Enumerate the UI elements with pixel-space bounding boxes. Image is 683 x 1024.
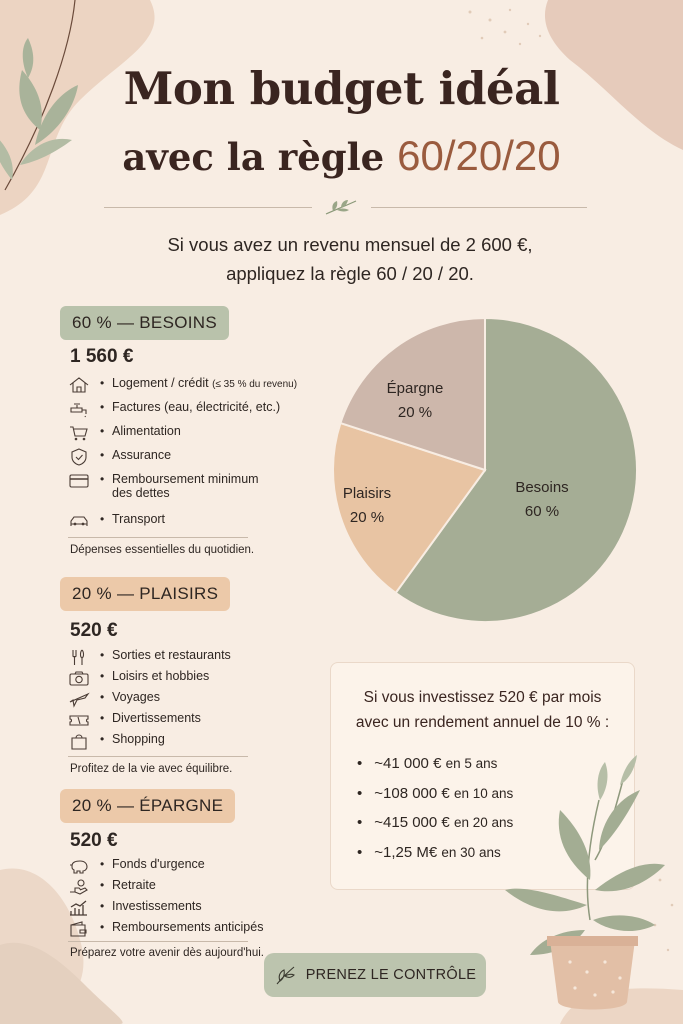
intro-line-2: appliquez la règle 60 / 20 / 20. [226, 263, 474, 284]
camera-icon [68, 669, 90, 687]
list-item-label: Fonds d'urgence [112, 857, 205, 871]
list-item-label: Voyages [112, 690, 160, 704]
cart-icon [68, 424, 90, 442]
list-item-label: Alimentation [112, 424, 181, 438]
plaisirs-amount: 520 € [70, 620, 118, 641]
plaisirs-rule [68, 756, 248, 757]
besoins-rule [68, 537, 248, 538]
list-item [68, 669, 318, 690]
list-item-label-2: des dettes [112, 486, 170, 500]
pie-label-percent: 20 % [397, 404, 433, 421]
list-item [68, 400, 318, 424]
plaisirs-note: Profitez de la vie avec équilibre. [70, 763, 233, 775]
credit-card-icon [68, 472, 90, 490]
car-icon [68, 512, 90, 530]
list-item-label: Transport [112, 512, 166, 526]
bar-chart-icon [68, 899, 90, 917]
list-item [68, 711, 318, 732]
dots-top-right [469, 9, 542, 45]
intro-line-1: Si vous avez un revenu mensuel de 2 600 €, [167, 234, 533, 255]
investment-item: • ~108 000 € en 10 ans [357, 779, 513, 809]
list-item [68, 690, 318, 711]
list-item-label: Assurance [112, 448, 172, 462]
divider-left [104, 207, 312, 208]
piggy-bank-icon [68, 857, 90, 875]
potted-plant-illustration [495, 740, 675, 1020]
pie-label-name: Besoins [515, 479, 569, 496]
shield-icon [68, 448, 90, 466]
list-item [68, 878, 318, 899]
divider-right [371, 207, 587, 208]
leaf-icon [274, 964, 296, 986]
pie-label-name: Plaisirs [342, 485, 392, 502]
cutlery-icon [68, 648, 90, 666]
list-item [68, 448, 318, 472]
investment-item: • ~415 000 € en 20 ans [357, 808, 513, 838]
list-item [68, 732, 318, 753]
besoins-list [68, 376, 318, 536]
take-control-button[interactable] [264, 953, 486, 997]
epargne-badge: 20 % — ÉPARGNE [60, 789, 235, 823]
investment-heading-line-1: Si vous investissez 520 € par mois [363, 689, 602, 706]
plane-icon [68, 690, 90, 708]
investment-list [357, 749, 513, 867]
list-item [68, 472, 318, 512]
besoins-amount: 1 560 € [70, 346, 134, 367]
pie-label-percent: 20 % [349, 509, 385, 526]
take-control-label: PRENEZ LE CONTRÔLE [305, 967, 477, 983]
retirement-hand-icon [68, 878, 90, 896]
pie-label-percent: 60 % [524, 503, 560, 520]
list-item [68, 857, 318, 878]
investment-item: • ~41 000 € en 5 ans [357, 749, 513, 779]
list-item [68, 899, 318, 920]
list-item-label: Loisirs et hobbies [112, 669, 210, 683]
list-item [68, 920, 318, 941]
title-line-2 [0, 132, 683, 180]
budget-pie-chart [330, 308, 640, 633]
list-item [68, 376, 318, 400]
list-item [68, 512, 318, 536]
plaisirs-list [68, 648, 318, 753]
epargne-list [68, 857, 318, 941]
list-item-label: Sorties et restaurants [112, 648, 231, 662]
list-item-label: Investissements [112, 899, 202, 913]
plaisirs-badge: 20 % — PLAISIRS [60, 577, 230, 611]
epargne-rule [68, 941, 248, 942]
intro-text [100, 230, 600, 288]
list-item-label: Shopping [112, 732, 165, 746]
besoins-badge: 60 % — BESOINS [60, 306, 229, 340]
sprig-icon [323, 198, 359, 218]
list-item [68, 424, 318, 448]
title-line-1: Mon budget idéal [123, 62, 560, 115]
ticket-icon [68, 711, 90, 729]
investment-heading-line-2: avec un rendement annuel de 10 % : [355, 714, 610, 731]
list-item-label: Factures (eau, électricité, etc.) [112, 400, 281, 414]
faucet-icon [68, 400, 90, 418]
besoins-note: Dépenses essentielles du quotidien. [70, 544, 255, 556]
list-item-label: Remboursement minimum [112, 472, 259, 486]
shopping-bag-icon [68, 732, 90, 750]
list-item-label: Remboursements anticipés [112, 920, 264, 934]
list-item-label: Logement / crédit [112, 376, 209, 390]
list-item-detail: (≤ 35 % du revenu) [212, 379, 298, 390]
house-icon [68, 376, 90, 394]
title-rule-accent: 60/20/20 [397, 132, 561, 179]
epargne-amount: 520 € [70, 830, 118, 851]
investment-item: • ~1,25 M€ en 30 ans [357, 838, 513, 868]
list-item [68, 648, 318, 669]
list-item-label: Divertissements [112, 711, 201, 725]
investment-heading [331, 685, 634, 735]
epargne-note: Préparez votre avenir dès aujourd'hui. [70, 947, 264, 959]
list-item-label: Retraite [112, 878, 156, 892]
title-line-2-prefix: avec la règle [122, 135, 385, 179]
wallet-icon [68, 920, 90, 938]
pie-label-name: Épargne [386, 380, 444, 397]
